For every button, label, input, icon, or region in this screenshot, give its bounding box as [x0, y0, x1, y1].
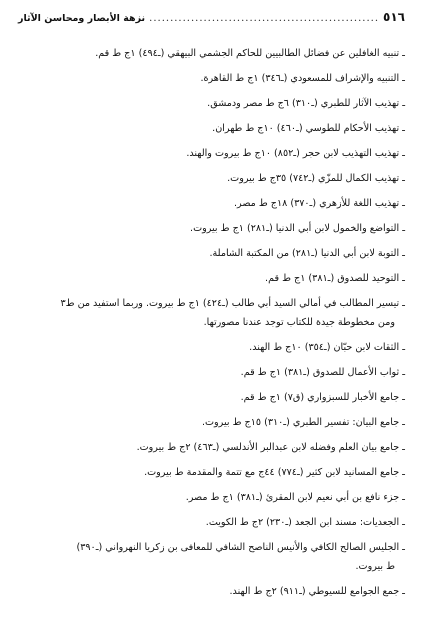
page-header: [18, 10, 405, 33]
bibliography-entry: [18, 216, 405, 241]
entry-continuation: ومن مخطوطة جيدة للكتاب توجد عندنا مصورتها.: [203, 317, 395, 328]
bibliography-entry: [18, 435, 405, 460]
bibliography-entry: [18, 360, 405, 385]
entry-text: ـ جزء نافع بن أبي نعيم لابن المقرئ (ـ٣٨١) ١ج ط مصر.: [185, 492, 405, 503]
bibliography-entry: [18, 385, 405, 410]
entry-text: ـ التوبة لابن أبي الدنيا (ـ٢٨١) من المكتبة الشاملة.: [209, 248, 405, 259]
bibliography-list: [18, 41, 405, 604]
entry-text: ـ الثقات لابن حبّان (ـ٣٥٤) ١٠ج ط الهند.: [249, 342, 405, 353]
bibliography-entry: [18, 410, 405, 435]
entry-text: ـ الجعديات: مسند ابن الجعد (ـ٢٣٠) ٢ج ط الكويت.: [205, 517, 405, 528]
entry-text: ـ التوحيد للصدوق (ـ٣٨١) ١ج ط قم.: [265, 273, 405, 284]
bibliography-entry: [18, 191, 405, 216]
entry-text: ـ تيسير المطالب في أمالي السيد أبي طالب (ـ٤٢٤) ١ج ط بيروت. وربما استفيد من ط٣: [60, 298, 405, 309]
entry-text: ـ ثواب الأعمال للصدوق (ـ٣٨١) ١ج ط قم.: [240, 367, 405, 378]
entry-continuation: ط بيروت.: [355, 561, 395, 572]
bibliography-entry: [18, 335, 405, 360]
entry-text: ـ التواضع والخمول لابن أبي الدنيا (ـ٢٨١) ١ج ط بيروت.: [190, 223, 405, 234]
entry-text: ـ تهذيب الأحكام للطوسي (ـ٤٦٠) ١٠ج ط طهران.: [212, 123, 405, 134]
bibliography-entry: [18, 166, 405, 191]
bibliography-entry: [18, 41, 405, 66]
running-book-title: نزهة الأبصار ومحاسن الآثار: [18, 13, 146, 24]
bibliography-entry: [18, 141, 405, 166]
entry-text: ـ تهذيب اللغة للأزهري (ـ٣٧٠) ١٨ج ط مصر.: [233, 198, 405, 209]
entry-text: ـ جامع المسانيد لابن كثير (ـ٧٧٤) ٤٤ج مع تتمة والمقدمة ط بيروت.: [144, 467, 405, 478]
entry-text: ـ جامع بيان العلم وفضله لابن عبدالبر الأندلسي (ـ٤٦٣) ٢ج ط بيروت.: [136, 442, 405, 453]
bibliography-entry: [18, 510, 405, 535]
page-number: ٥١٦: [383, 10, 405, 24]
bibliography-entry: [18, 266, 405, 291]
bibliography-entry: [18, 460, 405, 485]
entry-text: ـ جامع البيان: تفسير الطبري (ـ٣١٠) ١٥ج ط بيروت.: [201, 417, 405, 428]
bibliography-entry: [18, 535, 405, 579]
entry-text: ـ التنبيه والإشراف للمسعودي (ـ٣٤٦) ١ج ط القاهرة.: [200, 73, 405, 84]
bibliography-entry: [18, 66, 405, 91]
entry-text: ـ الجليس الصالح الكافي والأنيس الناصح الشافي للمعافى بن زكريا النهرواني (ـ٣٩٠): [76, 542, 405, 553]
bibliography-entry: [18, 241, 405, 266]
bibliography-entry: [18, 91, 405, 116]
header-leader-dots: [149, 13, 379, 24]
bibliography-entry: [18, 291, 405, 335]
bibliography-entry: [18, 579, 405, 604]
entry-text: ـ تهذيب الكمال للمزّي (ـ٧٤٢) ٣٥ج ط بيروت.: [227, 173, 405, 184]
entry-text: ـ جمع الجوامع للسيوطي (ـ٩١١) ٢ج ط الهند.: [229, 586, 405, 597]
entry-text: ـ تهذيب التهذيب لابن حجر (ـ٨٥٢) ١٠ج ط بيروت والهند.: [186, 148, 405, 159]
entry-text: ـ جامع الأخبار للسبزواري (ق٧) ١ج ط قم.: [240, 392, 405, 403]
entry-text: ـ تنبيه الغافلين عن فضائل الطالبيين للحاكم الجشمي البيهقي (ـ٤٩٤) ١ج ط قم.: [95, 48, 405, 59]
entry-text: ـ تهذيب الآثار للطبري (ـ٣١٠) ٦ج ط مصر ودمشق.: [207, 98, 405, 109]
bibliography-entry: [18, 116, 405, 141]
bibliography-entry: [18, 485, 405, 510]
